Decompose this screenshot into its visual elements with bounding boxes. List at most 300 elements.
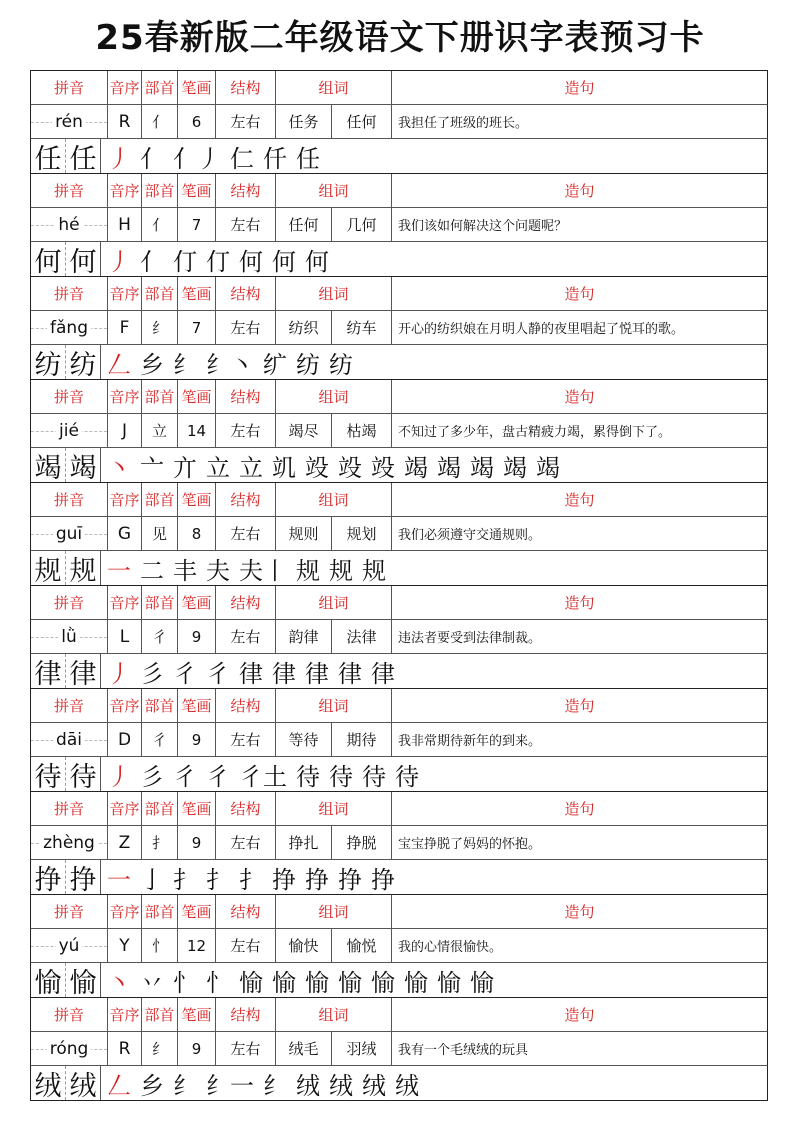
radical-header: 部首	[142, 380, 178, 414]
words-header: 组词	[276, 998, 392, 1032]
stroke-step: 亻丿	[173, 144, 221, 173]
order-letter: D	[108, 723, 142, 757]
word-1: 挣扎	[276, 826, 332, 860]
order-letter: R	[108, 1032, 142, 1066]
words-header: 组词	[276, 483, 392, 517]
stroke-step: 律	[371, 659, 395, 688]
order-header: 音序	[108, 277, 142, 311]
pinyin-header: 拼音	[30, 998, 108, 1032]
pinyin-header: 拼音	[30, 380, 108, 414]
stroke-step: 待	[329, 762, 353, 791]
stroke-step: 待	[395, 762, 419, 791]
pinyin-value: róng	[47, 1039, 92, 1059]
word-1: 竭尽	[276, 414, 332, 448]
stroke-steps	[101, 139, 320, 173]
stroke-count: 9	[178, 723, 216, 757]
strokes-header: 笔画	[178, 792, 216, 826]
stroke-step: 挣	[305, 865, 329, 894]
radical-header: 部首	[142, 71, 178, 105]
radical-header: 部首	[142, 483, 178, 517]
strokes-header: 笔画	[178, 895, 216, 929]
order-header: 音序	[108, 71, 142, 105]
order-letter: J	[108, 414, 142, 448]
stroke-count: 6	[178, 105, 216, 139]
strokes-header: 笔画	[178, 277, 216, 311]
word-1: 等待	[276, 723, 332, 757]
stroke-step: 丿	[107, 144, 131, 173]
radical-header: 部首	[142, 277, 178, 311]
radical-header: 部首	[142, 174, 178, 208]
stroke-count: 7	[178, 311, 216, 345]
word-1: 愉快	[276, 929, 332, 963]
sentence-header: 造句	[392, 792, 768, 826]
stroke-step: 愉	[338, 968, 362, 997]
character-card	[30, 689, 768, 792]
pinyin-cell	[30, 208, 108, 242]
radical-value: 扌	[142, 826, 178, 860]
pinyin-header: 拼音	[30, 277, 108, 311]
stroke-step: 纟一	[206, 1071, 254, 1100]
structure-header: 结构	[216, 174, 276, 208]
stroke-step: 丿	[107, 659, 131, 688]
order-letter: Z	[108, 826, 142, 860]
character-display: 何	[66, 242, 101, 276]
stroke-step: 忄	[173, 968, 197, 997]
stroke-steps	[101, 448, 560, 482]
character-display: 愉	[31, 963, 66, 997]
character-card	[30, 277, 768, 380]
stroke-step: 何	[239, 247, 263, 276]
stroke-step: 扌	[206, 865, 230, 894]
stroke-step: 扌	[173, 865, 197, 894]
stroke-step: 彳	[206, 762, 230, 791]
header-row	[30, 689, 768, 723]
stroke-steps	[101, 345, 353, 379]
stroke-step: 绒	[362, 1071, 386, 1100]
pinyin-cell	[30, 105, 108, 139]
radical-header: 部首	[142, 586, 178, 620]
word-2: 任何	[332, 105, 392, 139]
radical-value: 纟	[142, 1032, 178, 1066]
example-sentence: 我们必须遵守交通规则。	[392, 517, 768, 551]
info-row	[30, 414, 768, 448]
stroke-step: 律	[305, 659, 329, 688]
stroke-steps	[101, 654, 395, 688]
strokes-header: 笔画	[178, 380, 216, 414]
stroke-step: 规	[296, 556, 320, 585]
stroke-order-row	[30, 757, 768, 792]
order-letter: L	[108, 620, 142, 654]
stroke-step: 夫	[206, 556, 230, 585]
word-2: 愉悦	[332, 929, 392, 963]
pinyin-header: 拼音	[30, 586, 108, 620]
character-display: 规	[66, 551, 101, 585]
pinyin-header: 拼音	[30, 895, 108, 929]
stroke-step: 愉	[470, 968, 494, 997]
strokes-header: 笔画	[178, 586, 216, 620]
word-2: 挣脱	[332, 826, 392, 860]
pinyin-header: 拼音	[30, 689, 108, 723]
strokes-header: 笔画	[178, 689, 216, 723]
radical-header: 部首	[142, 689, 178, 723]
stroke-step: 丷	[140, 968, 164, 997]
header-row	[30, 792, 768, 826]
stroke-step: 丿	[107, 247, 131, 276]
stroke-count: 8	[178, 517, 216, 551]
pinyin-cell	[30, 414, 108, 448]
pinyin-cell	[30, 1032, 108, 1066]
stroke-step: 仁	[230, 144, 254, 173]
pinyin-value: fǎng	[47, 318, 91, 338]
structure-header: 结构	[216, 895, 276, 929]
character-card	[30, 483, 768, 586]
stroke-step: 夫丨	[239, 556, 287, 585]
character-card	[30, 174, 768, 277]
stroke-steps	[101, 757, 419, 791]
stroke-step: 乡	[140, 1071, 164, 1100]
stroke-step: 纟	[173, 350, 197, 379]
sentence-header: 造句	[392, 586, 768, 620]
order-header: 音序	[108, 895, 142, 929]
structure-header: 结构	[216, 689, 276, 723]
structure-value: 左右	[216, 826, 276, 860]
stroke-step: 乡	[140, 350, 164, 379]
stroke-order-row	[30, 860, 768, 895]
character-display: 挣	[31, 860, 66, 894]
stroke-step: 纺	[329, 350, 353, 379]
stroke-step: 待	[296, 762, 320, 791]
word-2: 羽绒	[332, 1032, 392, 1066]
stroke-step: 竭	[470, 453, 494, 482]
radical-header: 部首	[142, 792, 178, 826]
word-2: 枯竭	[332, 414, 392, 448]
stroke-step: 忄	[206, 968, 230, 997]
character-card	[30, 71, 768, 174]
character-display: 纺	[66, 345, 101, 379]
structure-value: 左右	[216, 517, 276, 551]
stroke-step: 一	[107, 556, 131, 585]
character-display: 纺	[31, 345, 66, 379]
stroke-count: 12	[178, 929, 216, 963]
stroke-order-row	[30, 963, 768, 998]
character-card	[30, 998, 768, 1101]
character-display: 绒	[31, 1066, 66, 1100]
header-row	[30, 895, 768, 929]
stroke-step: 任	[296, 144, 320, 173]
character-display: 待	[66, 757, 101, 791]
radical-value: 立	[142, 414, 178, 448]
stroke-step: 纩	[263, 350, 287, 379]
example-sentence: 开心的纺织娘在月明人静的夜里唱起了悦耳的歌。	[392, 311, 768, 345]
pinyin-value: rén	[52, 112, 86, 132]
character-display: 律	[66, 654, 101, 688]
stroke-count: 7	[178, 208, 216, 242]
stroke-step: 仟	[263, 144, 287, 173]
order-letter: R	[108, 105, 142, 139]
info-row	[30, 517, 768, 551]
words-header: 组词	[276, 689, 392, 723]
example-sentence: 我的心情很愉快。	[392, 929, 768, 963]
stroke-step: 彡	[140, 659, 164, 688]
character-display: 竭	[66, 448, 101, 482]
stroke-step: 何	[305, 247, 329, 276]
info-row	[30, 929, 768, 963]
stroke-step: 竐	[338, 453, 362, 482]
words-header: 组词	[276, 277, 392, 311]
stroke-step: 纟	[173, 1071, 197, 1100]
stroke-step: 丶	[107, 453, 131, 482]
structure-header: 结构	[216, 586, 276, 620]
stroke-step: 纟丶	[206, 350, 254, 379]
stroke-steps	[101, 242, 329, 276]
stroke-step: 竭	[437, 453, 461, 482]
stroke-step: 挣	[371, 865, 395, 894]
order-header: 音序	[108, 792, 142, 826]
character-card	[30, 380, 768, 483]
character-display: 绒	[66, 1066, 101, 1100]
stroke-step: 彡	[140, 762, 164, 791]
stroke-order-row	[30, 139, 768, 174]
strokes-header: 笔画	[178, 483, 216, 517]
stroke-step: 愉	[305, 968, 329, 997]
header-row	[30, 277, 768, 311]
example-sentence: 不知过了多少年，盘古精疲力竭，累得倒下了。	[392, 414, 768, 448]
stroke-steps	[101, 860, 395, 894]
stroke-order-row	[30, 345, 768, 380]
stroke-step: 仃	[206, 247, 230, 276]
example-sentence: 宝宝挣脱了妈妈的怀抱。	[392, 826, 768, 860]
stroke-step: 彳	[206, 659, 230, 688]
stroke-step: 愉	[404, 968, 428, 997]
stroke-step: 待	[362, 762, 386, 791]
example-sentence: 我有一个毛绒绒的玩具	[392, 1032, 768, 1066]
sentence-header: 造句	[392, 895, 768, 929]
stroke-order-row	[30, 551, 768, 586]
stroke-step: 竐	[371, 453, 395, 482]
order-letter: F	[108, 311, 142, 345]
radical-header: 部首	[142, 895, 178, 929]
word-1: 任务	[276, 105, 332, 139]
character-card	[30, 792, 768, 895]
structure-header: 结构	[216, 792, 276, 826]
character-display: 何	[31, 242, 66, 276]
header-row	[30, 174, 768, 208]
words-header: 组词	[276, 792, 392, 826]
stroke-step: 丶	[107, 968, 131, 997]
radical-value: 亻	[142, 105, 178, 139]
stroke-order-row	[30, 654, 768, 689]
word-2: 规划	[332, 517, 392, 551]
character-card	[30, 586, 768, 689]
word-1: 纺织	[276, 311, 332, 345]
structure-value: 左右	[216, 105, 276, 139]
pinyin-value: dāi	[53, 730, 85, 750]
stroke-step: 彳土	[239, 762, 287, 791]
radical-value: 忄	[142, 929, 178, 963]
stroke-step: 愉	[239, 968, 263, 997]
stroke-step: 律	[338, 659, 362, 688]
radical-value: 亻	[142, 208, 178, 242]
stroke-step: 彳	[173, 659, 197, 688]
word-2: 法律	[332, 620, 392, 654]
info-row	[30, 311, 768, 345]
structure-value: 左右	[216, 723, 276, 757]
stroke-step: 规	[329, 556, 353, 585]
stroke-step: 亠	[140, 453, 164, 482]
stroke-step: 亅	[140, 865, 164, 894]
stroke-steps	[101, 963, 494, 997]
stroke-step: 亻	[140, 247, 164, 276]
character-table	[30, 70, 768, 1101]
order-header: 音序	[108, 380, 142, 414]
words-header: 组词	[276, 380, 392, 414]
stroke-step: 立	[206, 453, 230, 482]
stroke-step: 𠃋	[107, 350, 131, 379]
stroke-step: 纺	[296, 350, 320, 379]
stroke-step: 竭	[503, 453, 527, 482]
stroke-step: 竌	[272, 453, 296, 482]
stroke-step: 竐	[305, 453, 329, 482]
pinyin-value: yú	[56, 936, 83, 956]
words-header: 组词	[276, 71, 392, 105]
radical-header: 部首	[142, 998, 178, 1032]
radical-value: 纟	[142, 311, 178, 345]
word-1: 规则	[276, 517, 332, 551]
word-1: 韵律	[276, 620, 332, 654]
info-row	[30, 208, 768, 242]
stroke-step: 规	[362, 556, 386, 585]
sentence-header: 造句	[392, 174, 768, 208]
stroke-count: 14	[178, 414, 216, 448]
pinyin-value: jié	[56, 421, 82, 441]
stroke-step: 立	[239, 453, 263, 482]
strokes-header: 笔画	[178, 71, 216, 105]
pinyin-header: 拼音	[30, 71, 108, 105]
pinyin-cell	[30, 929, 108, 963]
pinyin-cell	[30, 517, 108, 551]
structure-value: 左右	[216, 620, 276, 654]
stroke-step: 愉	[272, 968, 296, 997]
header-row	[30, 380, 768, 414]
stroke-order-row	[30, 242, 768, 277]
pinyin-cell	[30, 723, 108, 757]
pinyin-value: hé	[55, 215, 82, 235]
character-display: 竭	[31, 448, 66, 482]
character-display: 愉	[66, 963, 101, 997]
page-title: 25春新版二年级语文下册识字表预习卡	[95, 18, 705, 58]
info-row	[30, 723, 768, 757]
order-letter: H	[108, 208, 142, 242]
pinyin-header: 拼音	[30, 483, 108, 517]
structure-header: 结构	[216, 483, 276, 517]
order-header: 音序	[108, 586, 142, 620]
character-card	[30, 895, 768, 998]
example-sentence: 我担任了班级的班长。	[392, 105, 768, 139]
word-1: 任何	[276, 208, 332, 242]
stroke-step: 挣	[272, 865, 296, 894]
words-header: 组词	[276, 895, 392, 929]
header-row	[30, 586, 768, 620]
info-row	[30, 620, 768, 654]
stroke-count: 9	[178, 826, 216, 860]
header-row	[30, 483, 768, 517]
order-header: 音序	[108, 483, 142, 517]
pinyin-header: 拼音	[30, 174, 108, 208]
character-display: 规	[31, 551, 66, 585]
stroke-step: 丰	[173, 556, 197, 585]
character-display: 任	[31, 139, 66, 173]
stroke-step: 绒	[395, 1071, 419, 1100]
sentence-header: 造句	[392, 380, 768, 414]
stroke-step: 挣	[338, 865, 362, 894]
character-display: 任	[66, 139, 101, 173]
sentence-header: 造句	[392, 277, 768, 311]
structure-value: 左右	[216, 208, 276, 242]
character-display: 挣	[66, 860, 101, 894]
radical-value: 彳	[142, 723, 178, 757]
pinyin-value: lǜ	[58, 627, 80, 647]
stroke-step: 亻	[140, 144, 164, 173]
structure-header: 结构	[216, 380, 276, 414]
structure-value: 左右	[216, 414, 276, 448]
structure-value: 左右	[216, 929, 276, 963]
sentence-header: 造句	[392, 689, 768, 723]
stroke-step: 仃	[173, 247, 197, 276]
stroke-step: 愉	[437, 968, 461, 997]
stroke-step: 愉	[371, 968, 395, 997]
sentence-header: 造句	[392, 483, 768, 517]
order-header: 音序	[108, 174, 142, 208]
info-row	[30, 1032, 768, 1066]
radical-value: 彳	[142, 620, 178, 654]
stroke-step: 扌	[239, 865, 263, 894]
stroke-step: 竭	[536, 453, 560, 482]
stroke-step: 彳	[173, 762, 197, 791]
word-1: 绒毛	[276, 1032, 332, 1066]
example-sentence: 违法者要受到法律制裁。	[392, 620, 768, 654]
pinyin-header: 拼音	[30, 792, 108, 826]
word-2: 期待	[332, 723, 392, 757]
stroke-count: 9	[178, 620, 216, 654]
header-row	[30, 998, 768, 1032]
info-row	[30, 826, 768, 860]
stroke-steps	[101, 1066, 419, 1100]
order-letter: Y	[108, 929, 142, 963]
stroke-step: 竭	[404, 453, 428, 482]
stroke-steps	[101, 551, 386, 585]
pinyin-cell	[30, 826, 108, 860]
order-header: 音序	[108, 998, 142, 1032]
stroke-step: 律	[272, 659, 296, 688]
stroke-step: 一	[107, 865, 131, 894]
structure-header: 结构	[216, 277, 276, 311]
example-sentence: 我非常期待新年的到来。	[392, 723, 768, 757]
stroke-step: 绒	[329, 1071, 353, 1100]
stroke-step: 𠃋	[107, 1071, 131, 1100]
stroke-step: 律	[239, 659, 263, 688]
pinyin-cell	[30, 311, 108, 345]
stroke-order-row	[30, 1066, 768, 1101]
strokes-header: 笔画	[178, 998, 216, 1032]
stroke-order-row	[30, 448, 768, 483]
pinyin-value: guī	[53, 524, 85, 544]
sentence-header: 造句	[392, 998, 768, 1032]
structure-value: 左右	[216, 311, 276, 345]
stroke-step: 纟	[263, 1071, 287, 1100]
words-header: 组词	[276, 174, 392, 208]
word-2: 几何	[332, 208, 392, 242]
stroke-step: 二	[140, 556, 164, 585]
